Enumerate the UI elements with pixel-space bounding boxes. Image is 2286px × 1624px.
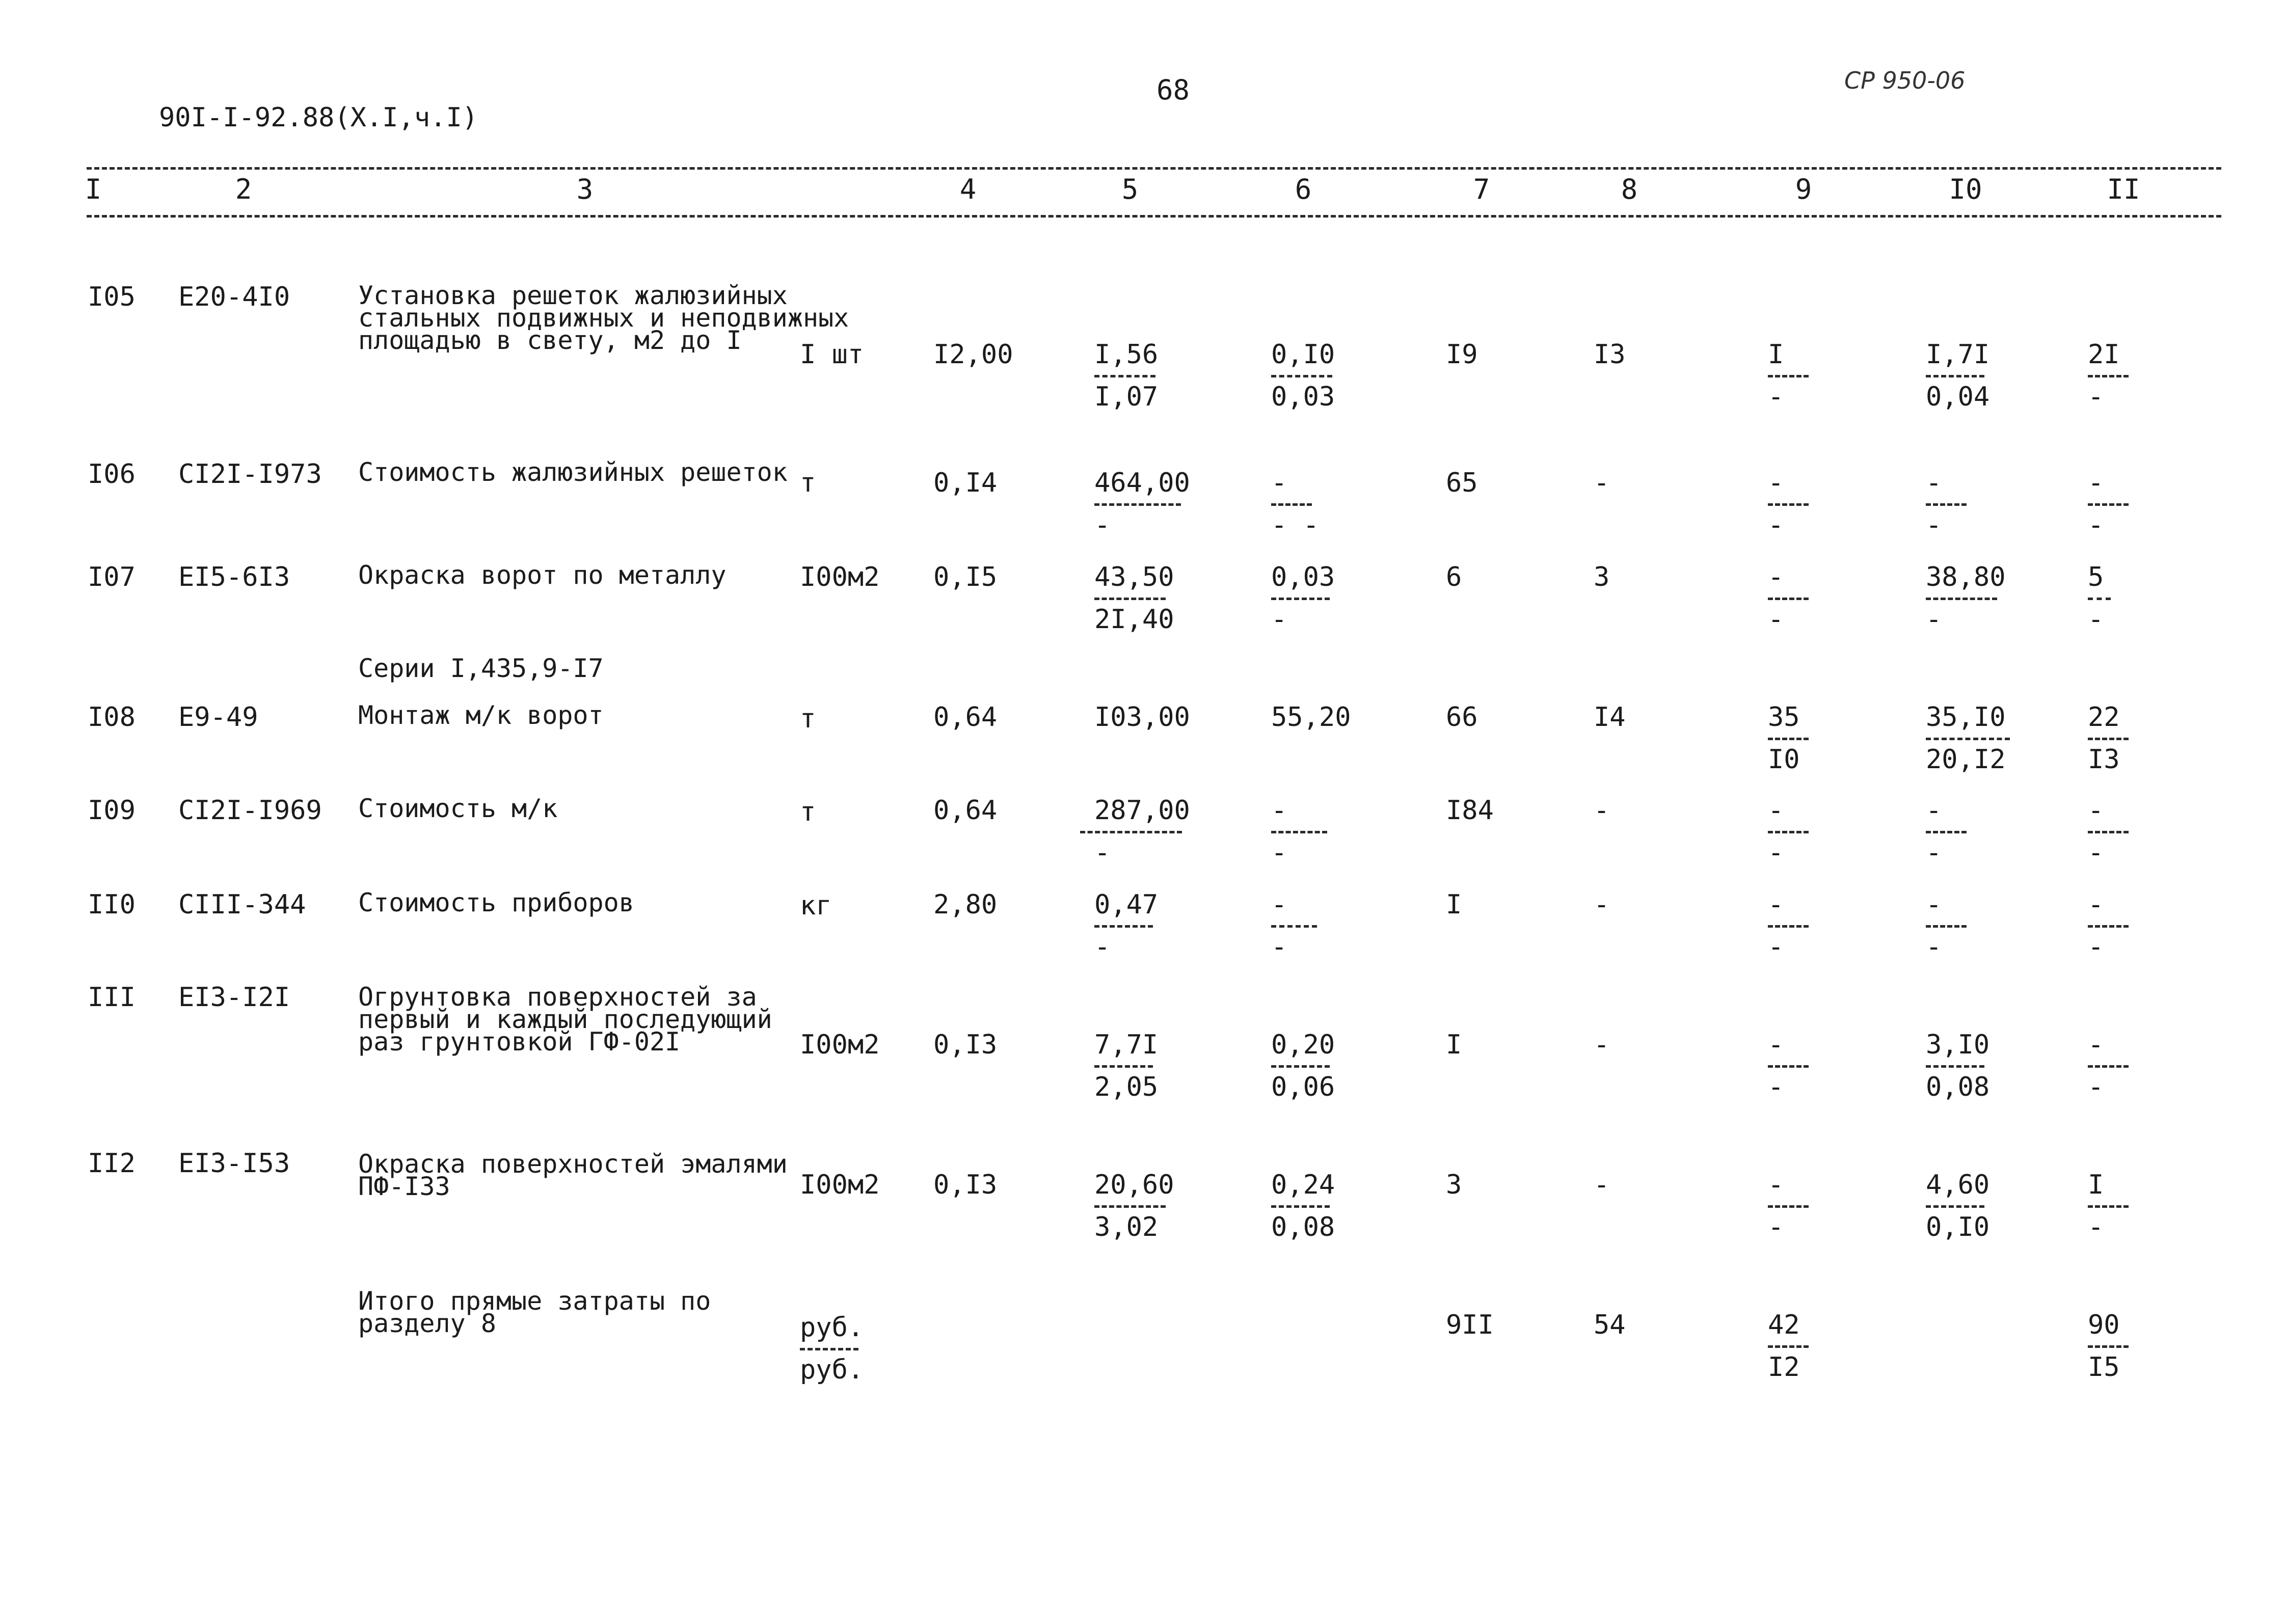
col8-value: I3 bbox=[1594, 339, 1626, 370]
quantity: I2,00 bbox=[933, 339, 1013, 370]
quantity: 0,I4 bbox=[933, 468, 998, 498]
col11-value: - - bbox=[2088, 891, 2129, 960]
col6-value: - - bbox=[1271, 797, 1327, 866]
col11-value: 5 - bbox=[2088, 564, 2111, 633]
col8-value: 3 bbox=[1594, 562, 1610, 592]
work-description: Установка решеток жалюзийных стальных подвижных и неподвижных площадью в свету, м2 до I bbox=[358, 281, 849, 355]
row-number: I08 bbox=[88, 702, 136, 733]
norm-code: ЕI5-6I3 bbox=[178, 562, 290, 592]
col10-value: I,7I 0,04 bbox=[1926, 339, 1990, 412]
col7-value: I bbox=[1446, 1030, 1462, 1060]
norm-code: СI2I-I973 bbox=[178, 459, 322, 490]
column-header-2: 2 bbox=[235, 173, 252, 205]
col5-value: 43,50 2I,40 bbox=[1094, 562, 1174, 635]
col9-value: I - bbox=[1768, 341, 1809, 410]
col10-value: - - bbox=[1926, 797, 1967, 866]
col10-value: 4,60 0,I0 bbox=[1926, 1170, 1990, 1242]
col9-value: - - bbox=[1768, 1172, 1809, 1240]
col11-value: I - bbox=[2088, 1172, 2129, 1240]
totals-description: Итого прямые затраты по разделу 8 bbox=[358, 1286, 711, 1338]
work-description: Окраска поверхностей эмалями ПФ-I33 bbox=[358, 1149, 788, 1201]
row-number: I07 bbox=[88, 562, 136, 592]
col6-value: 0,I0 0,03 bbox=[1271, 339, 1335, 412]
col6-value: 55,20 bbox=[1271, 702, 1351, 733]
unit: т bbox=[800, 468, 816, 498]
column-header-6: 6 bbox=[1295, 173, 1312, 205]
unit: I00м2 bbox=[800, 562, 880, 592]
col7-value: 65 bbox=[1446, 468, 1478, 498]
col6-value: - - - bbox=[1271, 468, 1319, 540]
column-header-7: 7 bbox=[1473, 173, 1490, 205]
col8-value: - bbox=[1594, 889, 1610, 920]
work-description: Стоимость м/к bbox=[358, 794, 558, 823]
col6-value: 0,03 - bbox=[1271, 562, 1335, 635]
col5-value: I03,00 bbox=[1094, 702, 1190, 733]
work-description: Окраска ворот по металлу bbox=[358, 560, 727, 590]
column-header-9: 9 bbox=[1795, 173, 1812, 205]
col7-value: I bbox=[1446, 889, 1462, 920]
col7-value: 3 bbox=[1446, 1170, 1462, 1200]
series-label: Серии I,435,9-I7 bbox=[358, 654, 604, 683]
col8-value: - bbox=[1594, 1170, 1610, 1200]
totals-col8: 54 bbox=[1594, 1310, 1626, 1340]
col5-value: 287,00 - bbox=[1080, 797, 1190, 866]
col9-value: - - bbox=[1768, 1032, 1809, 1100]
quantity: 0,64 bbox=[933, 702, 998, 733]
col11-value: - - bbox=[2088, 1032, 2129, 1100]
column-header-8: 8 bbox=[1621, 173, 1638, 205]
handwritten-stamp: СР 950-06 bbox=[1844, 67, 1966, 94]
norm-code: СIII-344 bbox=[178, 889, 306, 920]
norm-code: СI2I-I969 bbox=[178, 795, 322, 826]
col8-value: - bbox=[1594, 795, 1610, 826]
col7-value: 66 bbox=[1446, 702, 1478, 733]
work-description: Стоимость приборов bbox=[358, 888, 634, 917]
header-bottom-rule bbox=[87, 215, 2221, 218]
quantity: 2,80 bbox=[933, 889, 998, 920]
column-header-11: II bbox=[2107, 173, 2140, 205]
unit: I00м2 bbox=[800, 1030, 880, 1060]
row-number: I09 bbox=[88, 795, 136, 826]
row-number: III bbox=[88, 982, 136, 1013]
col11-value: 22 I3 bbox=[2088, 704, 2129, 773]
col7-value: I84 bbox=[1446, 795, 1494, 826]
totals-col7: 9II bbox=[1446, 1310, 1494, 1340]
unit: т bbox=[800, 797, 816, 827]
col11-value: 2I - bbox=[2088, 341, 2129, 410]
column-header-5: 5 bbox=[1121, 173, 1139, 205]
col5-value: 20,60 3,02 bbox=[1094, 1170, 1174, 1242]
quantity: 0,I3 bbox=[933, 1030, 998, 1060]
work-description: Огрунтовка поверхностей за первый и каждый последующий раз грунтовкой ГФ-02I bbox=[358, 982, 772, 1057]
col11-value: - - bbox=[2088, 470, 2129, 538]
col10-value: 35,I0 20,I2 bbox=[1926, 704, 2010, 773]
quantity: 0,64 bbox=[933, 795, 998, 826]
col10-value: 38,80 - bbox=[1926, 562, 2006, 635]
row-number: I05 bbox=[88, 282, 136, 312]
col6-value: - - bbox=[1271, 891, 1317, 960]
quantity: 0,I3 bbox=[933, 1170, 998, 1200]
unit: I00м2 bbox=[800, 1170, 880, 1200]
col10-value: - - bbox=[1926, 891, 1967, 960]
totals-unit: руб. руб. bbox=[800, 1312, 864, 1385]
norm-code: Е20-4I0 bbox=[178, 282, 290, 312]
col8-value: - bbox=[1594, 468, 1610, 498]
col7-value: 6 bbox=[1446, 562, 1462, 592]
page-number: 68 bbox=[1157, 74, 1190, 106]
column-header-3: 3 bbox=[576, 173, 594, 205]
norm-code: Е9-49 bbox=[178, 702, 258, 733]
row-number: II2 bbox=[88, 1148, 136, 1179]
col5-value: 7,7I 2,05 bbox=[1094, 1030, 1159, 1102]
col5-value: 464,00 - bbox=[1094, 468, 1190, 540]
column-header-10: I0 bbox=[1949, 173, 1982, 205]
column-header-1: I bbox=[85, 173, 102, 205]
totals-col9: 42 I2 bbox=[1768, 1312, 1809, 1381]
col8-value: I4 bbox=[1594, 702, 1626, 733]
document-code: 90I-I-92.88(X.I,ч.I) bbox=[159, 102, 478, 133]
col9-value: - - bbox=[1768, 797, 1809, 866]
column-header-4: 4 bbox=[959, 173, 977, 205]
work-description: Монтаж м/к ворот bbox=[358, 700, 604, 730]
unit: кг bbox=[800, 890, 832, 921]
col10-value: 3,I0 0,08 bbox=[1926, 1030, 1990, 1102]
col9-value: - - bbox=[1768, 891, 1809, 960]
col9-value: 35 I0 bbox=[1768, 704, 1809, 773]
col5-value: 0,47 - bbox=[1094, 889, 1159, 962]
row-number: I06 bbox=[88, 459, 136, 490]
header-top-rule bbox=[87, 167, 2221, 170]
col6-value: 0,24 0,08 bbox=[1271, 1170, 1335, 1242]
unit: т bbox=[800, 703, 816, 734]
work-description: Стоимость жалюзийных решеток bbox=[358, 457, 788, 487]
row-number: II0 bbox=[88, 889, 136, 920]
col8-value: - bbox=[1594, 1030, 1610, 1060]
col9-value: - - bbox=[1768, 564, 1809, 633]
col6-value: 0,20 0,06 bbox=[1271, 1030, 1335, 1102]
norm-code: ЕI3-I2I bbox=[178, 982, 290, 1013]
col11-value: - - bbox=[2088, 797, 2129, 866]
col10-value: - - bbox=[1926, 470, 1967, 538]
col5-value: I,56 I,07 bbox=[1094, 339, 1159, 412]
col9-value: - - bbox=[1768, 470, 1809, 538]
unit: I шт bbox=[800, 339, 864, 370]
col7-value: I9 bbox=[1446, 339, 1478, 370]
norm-code: ЕI3-I53 bbox=[178, 1148, 290, 1179]
totals-col11: 90 I5 bbox=[2088, 1312, 2129, 1381]
quantity: 0,I5 bbox=[933, 562, 998, 592]
